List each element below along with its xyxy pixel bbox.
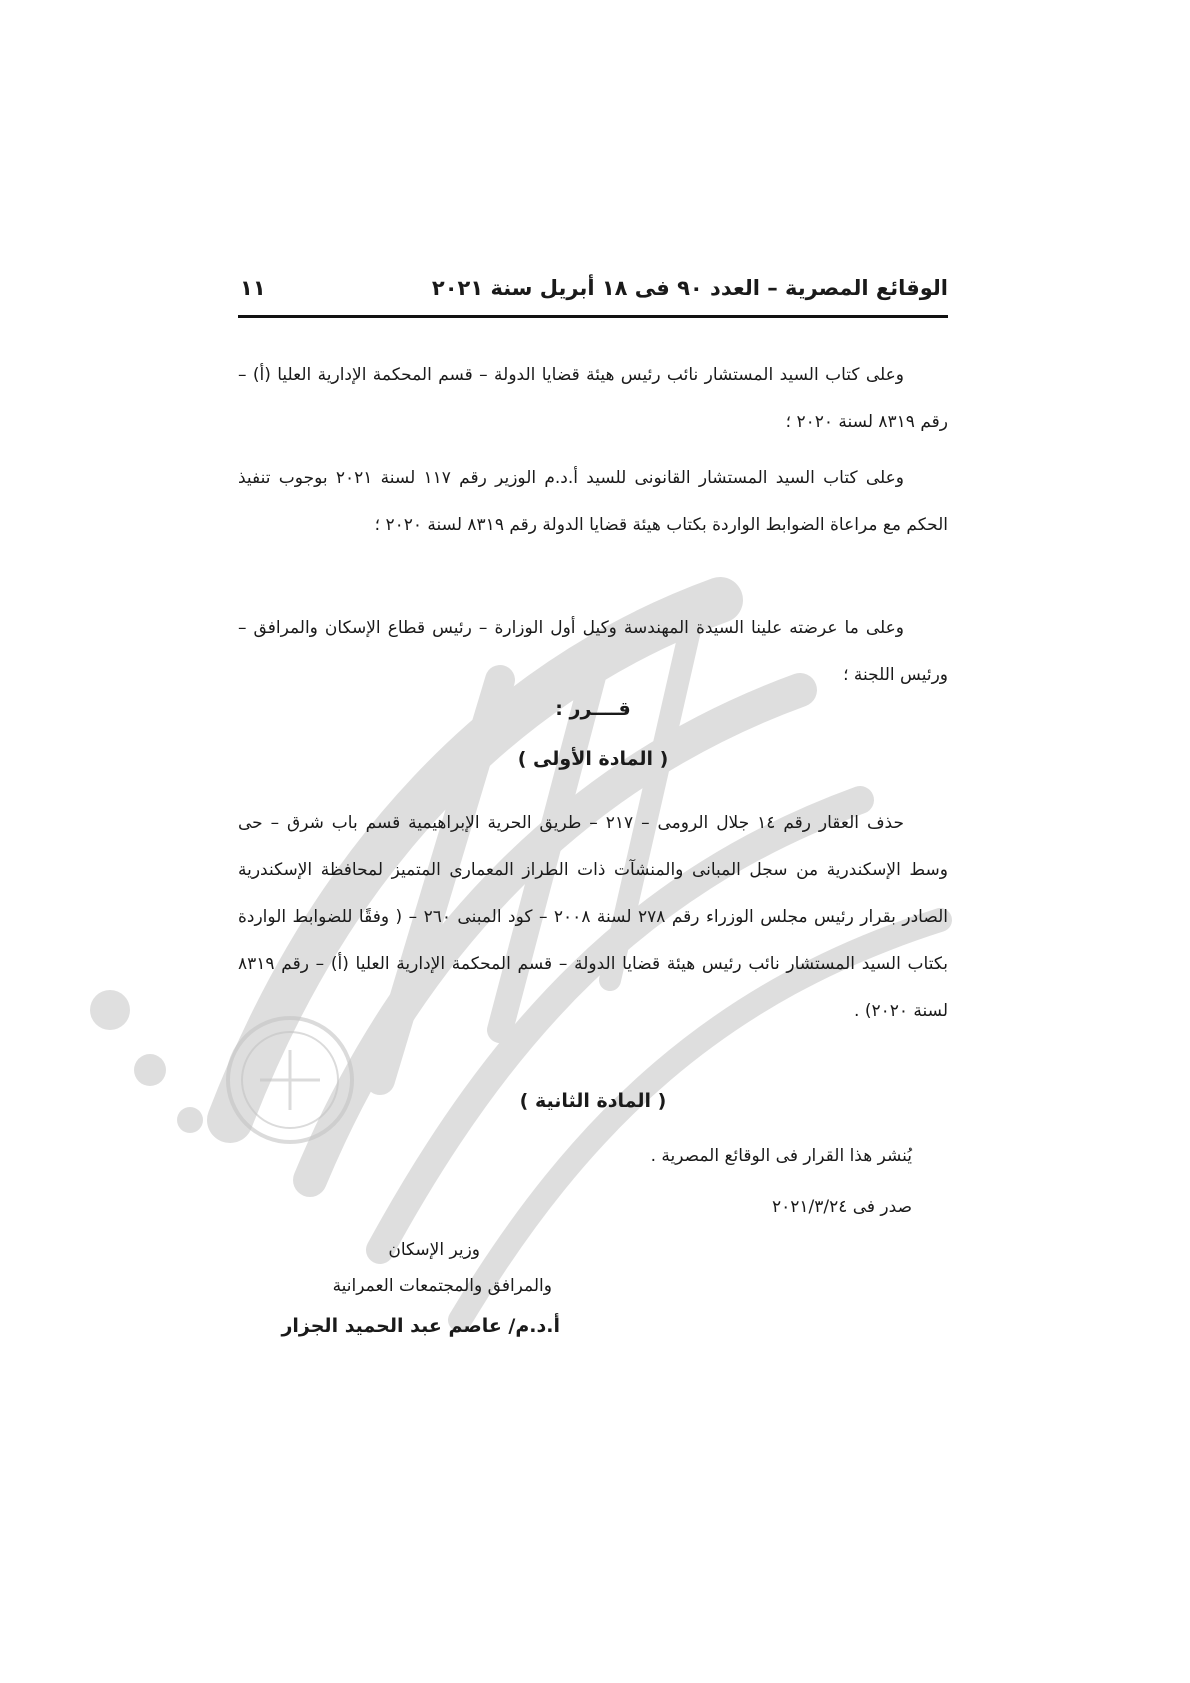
page-header <box>238 268 948 318</box>
signature-block <box>240 1232 560 1348</box>
article-1-title: ( المادة الأولى ) <box>517 748 669 770</box>
article-1-text: حذف العقار رقم ١٤ جلال الرومى – ٢١٧ – طريق الحرية الإبراهيمية قسم باب شرق – حى وسط الإسكندرية من سجل المبانى والمنشآت ذات الطراز المعمارى المتميز لمحافظة الإسكندرية الصادر بقرار رئيس مجلس الوزراء رقم ٢٧٨ لسنة ٢٠٠٨ – كود المبنى ٢٦٠ – ( وفقًا للضوابط الواردة بكتاب السيد المستشار نائب رئيس هيئة قضايا الدولة – قسم المحكمة الإدارية العليا (أ) – رقم ٨٣١٩ لسنة ٢٠٢٠) . <box>238 813 948 1021</box>
issue-date: صدر فى ٢٠٢١/٣/٢٤ <box>771 1197 912 1217</box>
header-divider <box>238 315 948 318</box>
decision-heading: قــــرر : <box>555 698 631 720</box>
article-2-text: يُنشر هذا القرار فى الوقائع المصرية . <box>650 1146 912 1166</box>
page-number: ١١ <box>240 276 266 300</box>
header-title: الوقائع المصرية – العدد ٩٠ فى ١٨ أبريل سنة ٢٠٢١ <box>431 276 948 300</box>
minister-title-line1: وزير الإسكان <box>388 1240 480 1260</box>
article-2-title: ( المادة الثانية ) <box>519 1090 667 1112</box>
paragraph-letter-state-cases: وعلى كتاب السيد المستشار نائب رئيس هيئة قضايا الدولة – قسم المحكمة الإدارية العليا (أ) – رقم ٨٣١٩ لسنة ٢٠٢٠ ؛ <box>238 365 948 432</box>
minister-name: أ.د.م/ عاصم عبد الحميد الجزار <box>281 1315 560 1337</box>
minister-title-line2: والمرافق والمجتمعات العمرانية <box>332 1276 552 1296</box>
paragraph-undersecretary-presentation: وعلى ما عرضته علينا السيدة المهندسة وكيل أول الوزارة – رئيس قطاع الإسكان والمرافق – ورئيس اللجنة ؛ <box>238 618 948 685</box>
paragraph-legal-advisor-letter: وعلى كتاب السيد المستشار القانونى للسيد أ.د.م الوزير رقم ١١٧ لسنة ٢٠٢١ بوجوب تنفيذ الحكم مع مراعاة الضوابط الواردة بكتاب هيئة قضايا الدولة رقم ٨٣١٩ لسنة ٢٠٢٠ ؛ <box>238 468 948 535</box>
